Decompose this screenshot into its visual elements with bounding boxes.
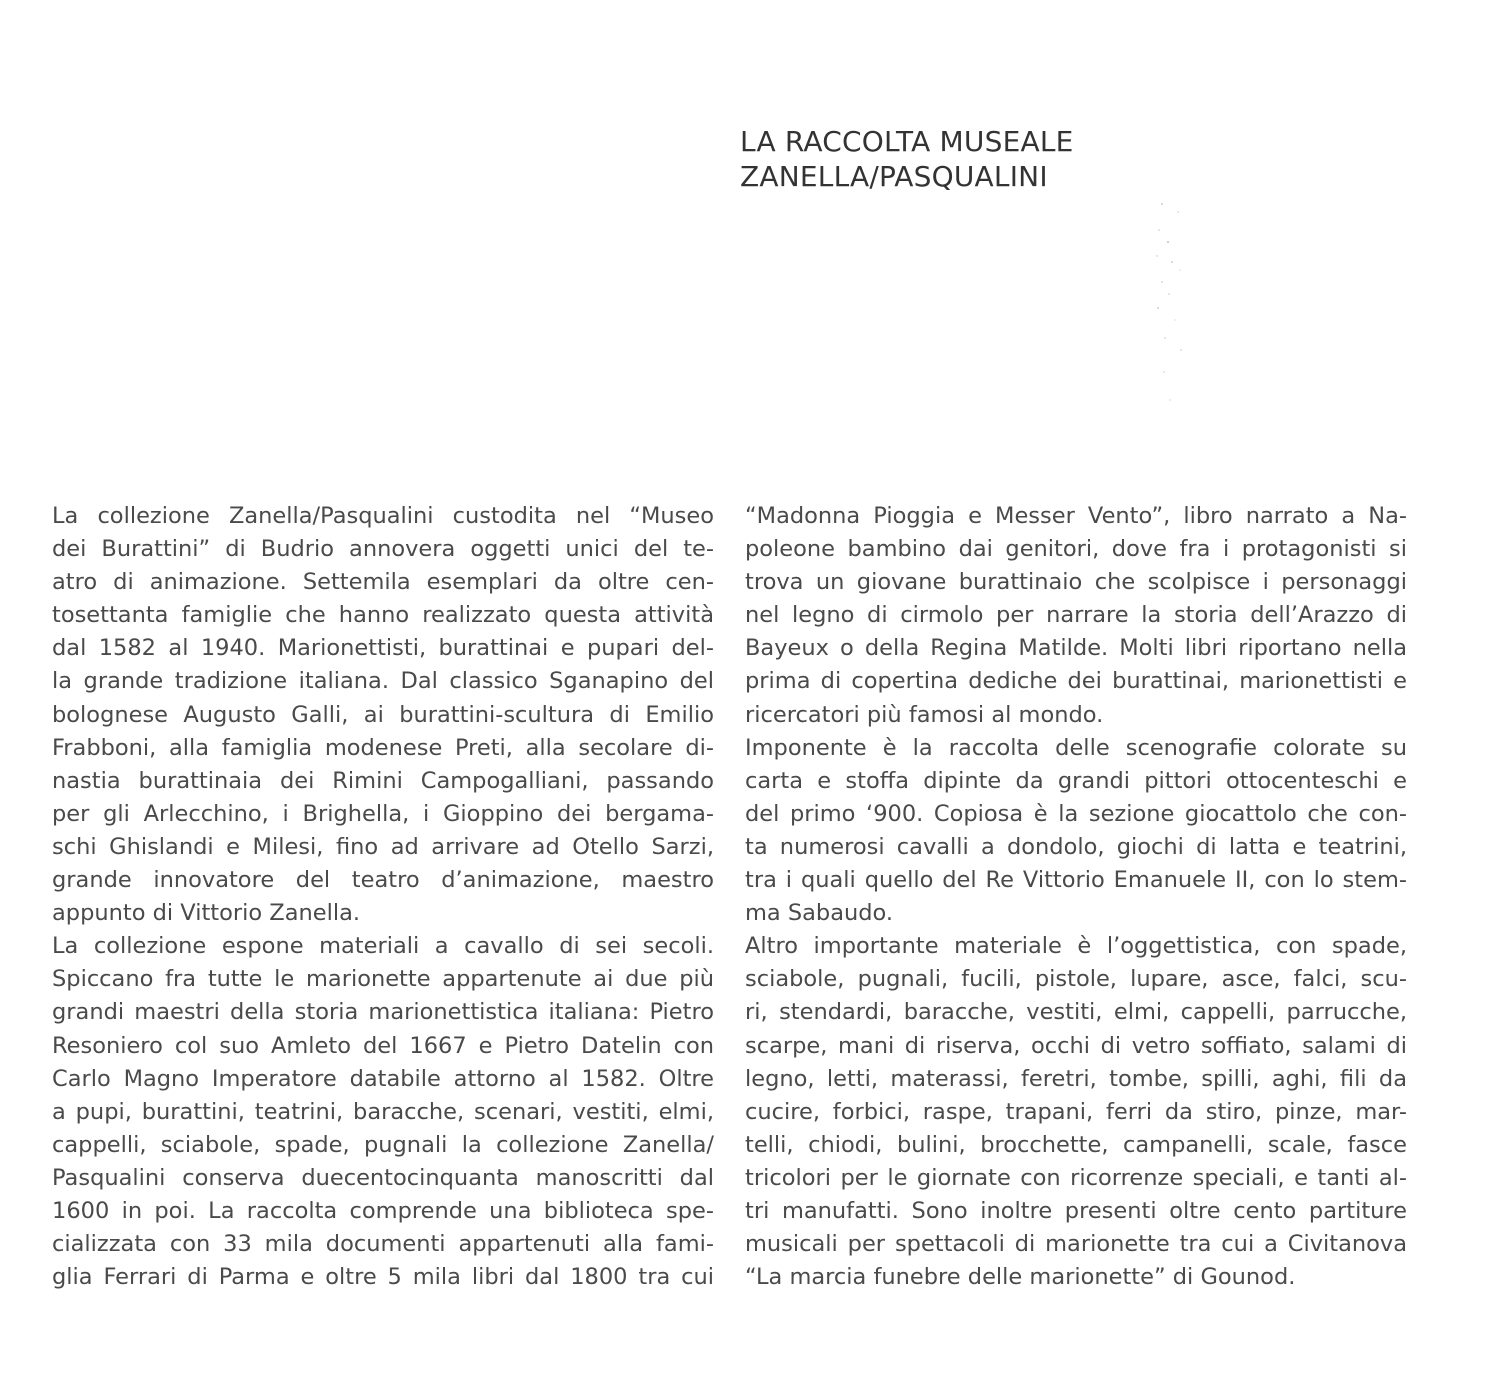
title-line-1: LA RACCOLTA MUSEALE	[740, 125, 1074, 158]
text-line: 1600 in poi. La raccolta comprende una biblioteca spe-	[52, 1197, 714, 1224]
text-line: atro di animazione. Settemila esemplari da oltre cen-	[52, 569, 714, 596]
text-line: dei Burattini” di Budrio annovera oggetti unici del te-	[52, 536, 714, 563]
text-line: schi Ghislandi e Milesi, fino ad arrivare ad Otello Sarzi,	[52, 833, 714, 860]
text-line: del primo ‘900. Copiosa è la sezione giocattolo che con-	[745, 800, 1407, 827]
text-line: Bayeux o della Regina Matilde. Molti libri riportano nella	[745, 635, 1407, 662]
scan-speckle-marks	[1150, 190, 1190, 420]
text-line: Pasqualini conserva duecentocinquanta manoscritti dal	[52, 1164, 714, 1191]
text-line: cializzata con 33 mila documenti appartenuti alla fami-	[52, 1231, 714, 1258]
text-line: telli, chiodi, bulini, brocchette, campanelli, scale, fasce	[745, 1131, 1407, 1158]
title-line-2: ZANELLA/PASQUALINI	[740, 160, 1048, 193]
text-line: Imponente è la raccolta delle scenografie colorate su	[745, 734, 1407, 761]
text-line: tosettanta famiglie che hanno realizzato questa attività	[52, 602, 714, 629]
text-line: tri manufatti. Sono inoltre presenti oltre cento partiture	[745, 1197, 1407, 1224]
text-line: cucire, forbici, raspe, trapani, ferri da stiro, pinze, mar-	[745, 1098, 1407, 1125]
text-line: nastia burattinaia dei Rimini Campogalliani, passando	[52, 767, 714, 794]
text-line: “La marcia funebre delle marionette” di Gounod.	[745, 1264, 1296, 1291]
text-line: ricercatori più famosi al mondo.	[745, 701, 1104, 728]
text-line: la grande tradizione italiana. Dal classico Sganapino del	[52, 668, 714, 695]
text-line: legno, letti, materassi, feretri, tombe, spilli, aghi, fili da	[745, 1065, 1407, 1092]
text-line: Altro importante materiale è l’oggettistica, con spade,	[745, 933, 1407, 960]
text-line: tra i quali quello del Re Vittorio Emanuele II, con lo stem-	[745, 867, 1407, 894]
text-line: ri, stendardi, baracche, vestiti, elmi, cappelli, parrucche,	[745, 999, 1407, 1026]
text-line: per gli Arlecchino, i Brighella, i Gioppino dei bergama-	[52, 800, 714, 827]
text-line: prima di copertina dediche dei burattinai, marionettisti e	[745, 668, 1407, 695]
text-line: grande innovatore del teatro d’animazione, maestro	[52, 867, 714, 894]
text-line: La collezione espone materiali a cavallo di sei secoli.	[52, 933, 714, 960]
text-line: ma Sabaudo.	[745, 900, 894, 927]
text-line: bolognese Augusto Galli, ai burattini-scultura di Emilio	[52, 701, 714, 728]
text-line: sciabole, pugnali, fucili, pistole, lupare, asce, falci, scu-	[745, 966, 1407, 993]
text-column-left	[52, 500, 714, 1294]
text-line: Carlo Magno Imperatore databile attorno al 1582. Oltre	[52, 1065, 714, 1092]
text-line: grandi maestri della storia marionettistica italiana: Pietro	[52, 999, 714, 1026]
text-line: a pupi, burattini, teatrini, baracche, scenari, vestiti, elmi,	[52, 1098, 714, 1125]
text-line: dal 1582 al 1940. Marionettisti, burattinai e pupari del-	[52, 635, 714, 662]
text-line: tricolori per le giornate con ricorrenze speciali, e tanti al-	[745, 1164, 1407, 1191]
text-column-right	[745, 500, 1407, 1294]
text-line: glia Ferrari di Parma e oltre 5 mila libri dal 1800 tra cui	[52, 1264, 714, 1291]
text-line: poleone bambino dai genitori, dove fra i protagonisti si	[745, 536, 1407, 563]
text-line: nel legno di cirmolo per narrare la storia dell’Arazzo di	[745, 602, 1407, 629]
text-line: “Madonna Pioggia e Messer Vento”, libro narrato a Na-	[745, 503, 1407, 529]
text-line: Frabboni, alla famiglia modenese Preti, alla secolare di-	[52, 734, 714, 761]
text-line: scarpe, mani di riserva, occhi di vetro soffiato, salami di	[745, 1032, 1407, 1059]
text-line: cappelli, sciabole, spade, pugnali la collezione Zanella/	[52, 1131, 714, 1158]
text-line: Resoniero col suo Amleto del 1667 e Pietro Datelin con	[52, 1032, 714, 1059]
text-line: carta e stoffa dipinte da grandi pittori ottocenteschi e	[745, 767, 1407, 794]
text-line: trova un giovane burattinaio che scolpisce i personaggi	[745, 569, 1407, 596]
text-line: appunto di Vittorio Zanella.	[52, 900, 361, 927]
text-line: ta numerosi cavalli a dondolo, giochi di latta e teatrini,	[745, 833, 1407, 860]
text-line: musicali per spettacoli di marionette tra cui a Civitanova	[745, 1231, 1407, 1258]
text-line: Spiccano fra tutte le marionette appartenute ai due più	[52, 966, 714, 993]
page-title	[740, 124, 1300, 194]
text-line: La collezione Zanella/Pasqualini custodita nel “Museo	[52, 503, 714, 529]
